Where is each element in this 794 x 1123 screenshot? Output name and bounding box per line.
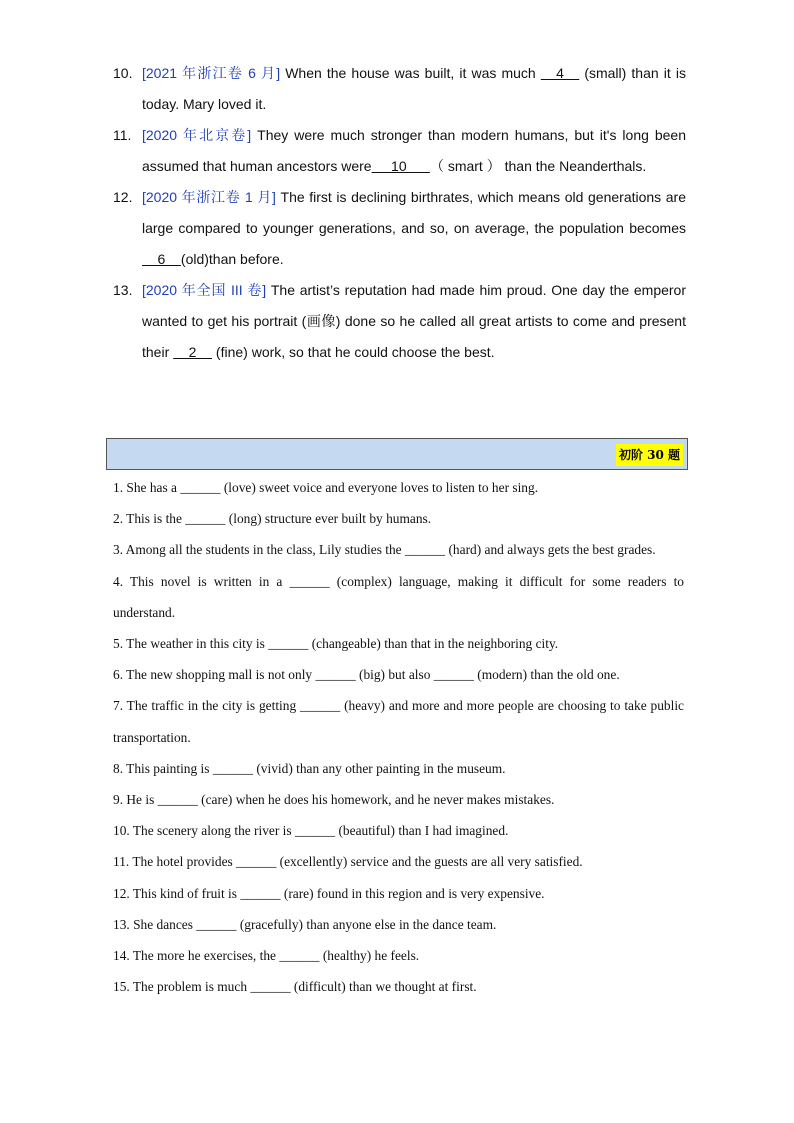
practice-question: 14. The more he exercises, the ______ (healthy) he feels. — [113, 948, 420, 964]
question-text: (fine) work, so that he could choose the best. — [212, 344, 495, 360]
answer-blank: 6 — [142, 251, 181, 267]
question-number: 12. — [113, 189, 133, 205]
section-label: 初阶 30 题 — [616, 444, 683, 466]
practice-questions-list — [113, 472, 684, 1002]
practice-question: 1. She has a ______ (love) sweet voice and everyone loves to listen to her sing. — [113, 480, 539, 495]
practice-question: 2. This is the ______ (long) structure ever built by humans. — [113, 511, 432, 527]
practice-question: 9. He is ______ (care) when he does his homework, and he never makes mistakes. — [113, 792, 555, 808]
practice-question: 7. The traffic in the city is getting ______ (heavy) and more and more people are choosing to take public transportation. — [113, 698, 684, 745]
question-text: The first is declining birthrates, which means old generations are large compared to younger generations, and so, on average, the population becomes — [142, 189, 686, 236]
exam-questions-list — [110, 58, 686, 368]
question-text: （ smart ） than the Neanderthals. — [429, 158, 647, 174]
practice-question: 11. The hotel provides ______ (excellently) service and the guests are all very satisfied. — [113, 854, 583, 870]
answer-blank: 4 — [540, 65, 580, 81]
question-number: 11. — [113, 127, 132, 143]
question-source: [2020 年全国 III 卷] — [142, 282, 267, 298]
practice-question: 10. The scenery along the river is ______ (beautiful) than I had imagined. — [113, 823, 509, 839]
answer-blank: 10 — [371, 158, 430, 174]
answer-blank: 2 — [173, 344, 213, 360]
practice-question: 5. The weather in this city is ______ (changeable) than that in the neighboring city. — [113, 636, 559, 652]
practice-question: 13. She dances ______ (gracefully) than anyone else in the dance team. — [113, 916, 497, 932]
section-banner — [106, 438, 688, 470]
practice-question: 12. This kind of fruit is ______ (rare) found in this region and is very expensive. — [113, 885, 545, 901]
practice-question: 15. The problem is much ______ (difficult) than we thought at first. — [113, 979, 477, 995]
practice-question: 6. The new shopping mall is not only ______ (big) but also ______ (modern) than the old one. — [113, 667, 620, 683]
practice-question: 8. This painting is ______ (vivid) than any other painting in the museum. — [113, 760, 506, 776]
exam-question — [110, 58, 686, 120]
practice-question: 4. This novel is written in a ______ (complex) language, making it difficult for some readers to understand. — [113, 573, 684, 620]
question-text: They were much stronger than modern humans, but it's long been assumed that human ancestors were — [142, 127, 686, 174]
question-source: [2020 年浙江卷 1 月] — [142, 189, 276, 205]
exam-question — [110, 275, 686, 368]
question-source: [2021 年浙江卷 6 月] — [142, 65, 281, 81]
exam-question — [110, 182, 686, 275]
question-text: (old)than before. — [180, 251, 284, 267]
exam-question — [110, 120, 686, 182]
practice-question: 3. Among all the students in the class, Lily studies the ______ (hard) and always gets the best grades. — [113, 542, 656, 558]
question-text: The artist’s reputation had made him proud. One day the emperor wanted to get his portrait (画像) done so he called all great artists to come and present their — [142, 282, 686, 360]
question-number: 13. — [113, 282, 133, 298]
question-number: 10. — [113, 65, 133, 81]
question-source: [2020 年北京卷] — [142, 127, 252, 143]
question-text: When the house was built, it was much — [280, 65, 541, 81]
question-text: (small) than it is today. Mary loved it. — [142, 65, 686, 112]
